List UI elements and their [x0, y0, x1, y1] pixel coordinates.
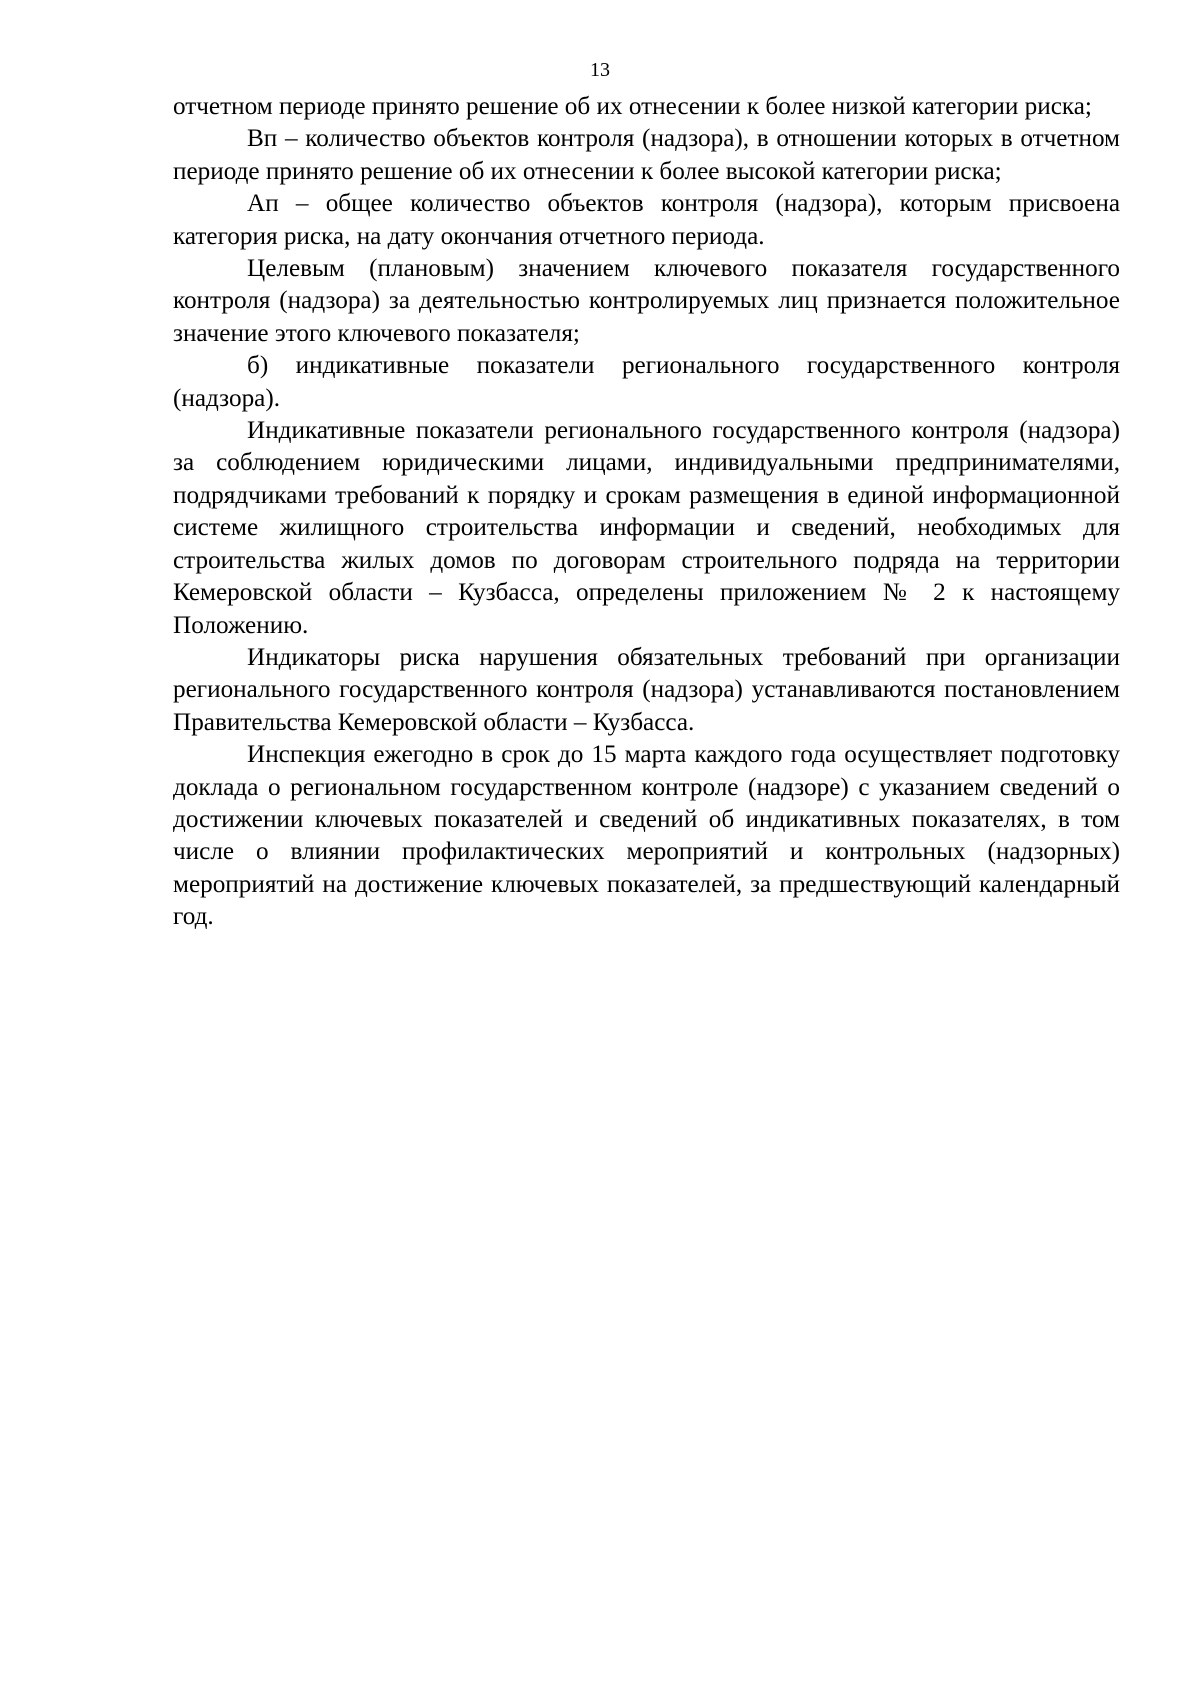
paragraph-indicative-indicators: Индикативные показатели регионального государственного контроля (надзора) за соблюдением юридическими лицами, индивидуальными предпринимателями, подрядчиками требований к порядку и срокам размещения в единой информационной системе жилищного строительства информации и сведений, необходимых для строительства жилых домов по договорам строительного подряда на территории Кемеровской области – Кузбасса, определены приложением № 2 к настоящему Положению.: [173, 417, 1120, 639]
paragraph-annual-report: Инспекция ежегодно в срок до 15 марта каждого года осуществляет подготовку доклада о региональном государственном контроле (надзоре) с указанием сведений о достижении ключевых показателей и сведений об индикативных показателях, в том числе о влиянии профилактических мероприятий и контрольных (надзорных) мероприятий на достижение ключевых показателей, за предшествующий календарный год.: [173, 741, 1120, 931]
paragraph-target-value: Целевым (плановым) значением ключевого показателя государственного контроля (надзора) за деятельностью контролируемых лиц признается положительное значение этого ключевого показателя;: [173, 255, 1120, 347]
document-body: [173, 91, 1120, 934]
paragraph-vp-definition: Вп – количество объектов контроля (надзора), в отношении которых в отчетном периоде принято решение об их отнесении к более высокой категории риска;: [173, 125, 1120, 185]
paragraph-ap-definition: Ап – общее количество объектов контроля (надзора), которым присвоена категория риска, на дату окончания отчетного периода.: [173, 190, 1120, 250]
paragraph-continuation: отчетном периоде принято решение об их отнесении к более низкой категории риска;: [173, 93, 1092, 120]
paragraph-indicative-heading: б) индикативные показатели регионального государственного контроля (надзора).: [173, 352, 1120, 412]
paragraph-risk-indicators: Индикаторы риска нарушения обязательных требований при организации регионального государственного контроля (надзора) устанавливаются постановлением Правительства Кемеровской области – Кузбасса.: [173, 643, 1120, 736]
page-number: 13: [590, 59, 610, 81]
